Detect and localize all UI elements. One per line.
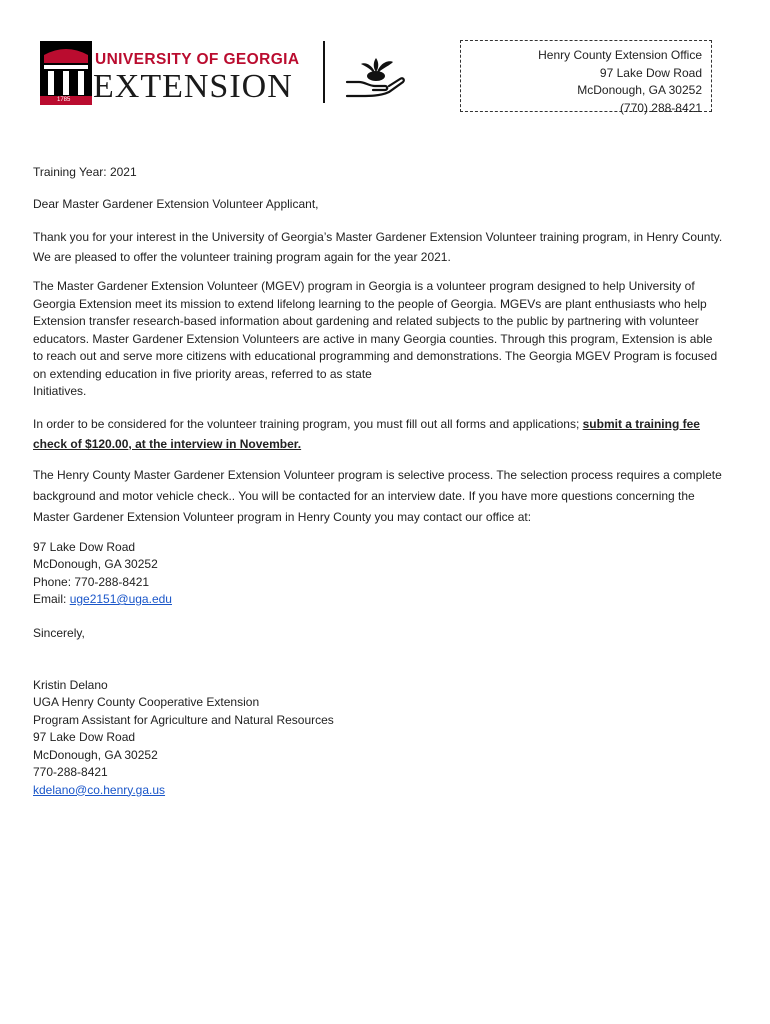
- selective-paragraph: The Henry County Master Gardener Extension Volunteer program is selective process. The selection process requires a complete background and motor vehicle check.. You will be contacted for an interview date. If you have more questions concerning the Master Gardener Extension Volunteer program in Henry County you may contact our office at:: [33, 467, 722, 524]
- signature-title: Program Assistant for Agriculture and Natural Resources: [33, 712, 334, 727]
- office-street: 97 Lake Dow Road: [599, 65, 702, 80]
- hand-with-plant-icon: [345, 50, 407, 102]
- mgev-text: The Master Gardener Extension Volunteer (MGEV) program in Georgia is a volunteer program designed to help University of Georgia Extension meet its mission to extend lifelong learning to the people of Georgia. MGEVs are plant enthusiasts who help Extension transfer research-based information about gardening and related subjects to the public by partnering with volunteer educators. Master Gardener Extension Volunteers are active in many Georgia counties. Through this program, Extension is able to reach out and serve more citizens with educational programming and demonstrations. The Georgia MGEV Program is focused on extending education in five priority areas, referred to as state: [33, 279, 718, 381]
- signature-org: UGA Henry County Cooperative Extension: [33, 695, 260, 709]
- contact-email-link[interactable]: uge2151@uga.edu: [69, 592, 172, 606]
- intro-paragraph: Thank you for your interest in the University of Georgia’s Master Gardener Extension Volunteer training program, in Henry County. We are pleased to offer the volunteer training program again for the year 2021.: [33, 230, 723, 264]
- consider-text: In order to be considered for the volunteer training program, you must fill out all forms and applications;: [33, 416, 583, 431]
- signature-email-line: [33, 782, 723, 800]
- contact-email-label: Email:: [33, 592, 70, 606]
- training-year: Training Year: 2021: [33, 165, 137, 179]
- office-address-box: [460, 40, 712, 115]
- mgev-tail: Initiatives.: [33, 384, 87, 398]
- closing: Sincerely,: [33, 625, 85, 640]
- letter-body: [33, 164, 723, 799]
- uga-extension-logo: [40, 41, 312, 105]
- contact-phone: Phone: 770-288-8421: [33, 574, 150, 589]
- signature-city: McDonough, GA 30252: [33, 747, 158, 762]
- contact-block: [33, 539, 723, 609]
- signature-name: Kristin Delano: [33, 677, 108, 692]
- signature-block: [33, 677, 723, 800]
- logo-university-text: UNIVERSITY OF GEORGIA: [95, 51, 300, 68]
- training-fee-notice: submit a training fee check of $120.00, at the interview in November.: [33, 416, 700, 451]
- arch-logo-icon: [40, 41, 92, 105]
- contact-city: McDonough, GA 30252: [33, 557, 158, 571]
- signature-street: 97 Lake Dow Road: [33, 730, 136, 744]
- salutation: Dear Master Gardener Extension Volunteer Applicant,: [33, 197, 319, 211]
- mgev-paragraph: [33, 278, 723, 401]
- office-name: Henry County Extension Office: [538, 48, 702, 62]
- signature-phone: 770-288-8421: [33, 765, 108, 779]
- office-phone: (770) 288-8421: [619, 100, 702, 115]
- consider-paragraph: [33, 414, 723, 454]
- office-city: McDonough, GA 30252: [577, 83, 702, 97]
- contact-street: 97 Lake Dow Road: [33, 539, 136, 554]
- logo-extension-text: EXTENSION: [93, 68, 293, 105]
- logo-divider: [323, 41, 325, 103]
- contact-email-line: [33, 591, 723, 609]
- signature-email-link[interactable]: kdelano@co.henry.ga.us: [33, 782, 166, 797]
- logo-year: 1785: [57, 97, 71, 103]
